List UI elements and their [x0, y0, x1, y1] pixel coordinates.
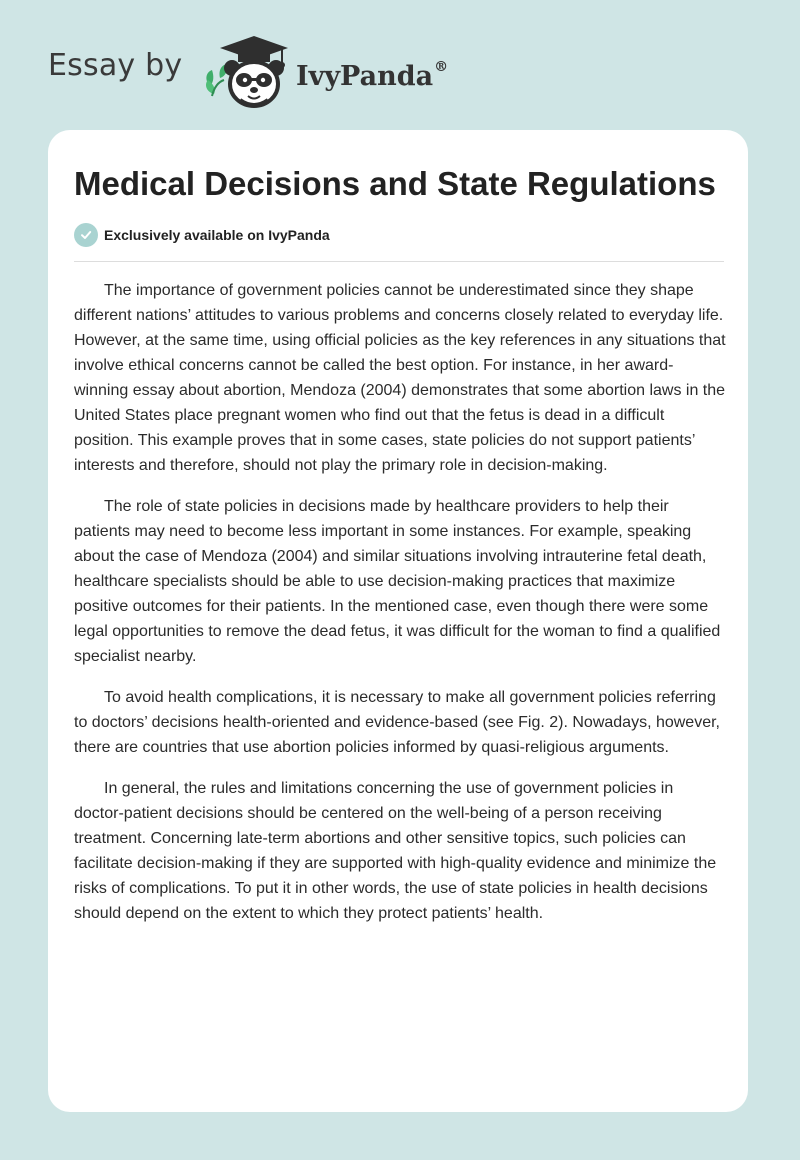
brand-name[interactable]	[296, 54, 448, 94]
paragraph-2: The role of state policies in decisions made by healthcare providers to help their patients may need to become less important in some instances. For example, speaking about the case of Mendoza (2004) and similar situations involving intrauterine fetal death, healthcare specialists should be able to use decision-making practices that maximize positive outcomes for their patients. In the mentioned case, even though there were some legal opportunities to remove the dead fetus, it was difficult for the woman to find a qualified specialist nearby.	[74, 498, 721, 665]
essay-by-label: Essay by	[48, 48, 183, 83]
panda-graduate-logo-icon[interactable]	[200, 34, 292, 110]
essay-card	[48, 130, 748, 1112]
paragraph-3: To avoid health complications, it is necessary to make all government policies referring to doctors’ decisions health-oriented and evidence-based (see Fig. 2). Nowadays, however, there are countries that use abortion policies informed by quasi-religious arguments.	[74, 689, 720, 756]
essay-body	[74, 278, 726, 942]
check-circle-icon	[74, 223, 98, 247]
paragraph-1: The importance of government policies cannot be underestimated since they shape different nations’ attitudes to various problems and concerns closely related to everyday life. However, at the same time, using official policies as the key references in any situations that involve ethical concerns cannot be called the best option. For instance, in her award-winning essay about abortion, Mendoza (2004) demonstrates that some abortion laws in the United States place pregnant women who find out that the fetus is dead in a difficult position. This example proves that in some cases, state policies do not support patients’ interests and therefore, should not play the primary role in decision-making.	[74, 282, 726, 474]
brand-name-text: IvyPanda	[296, 61, 434, 92]
paragraph-4: In general, the rules and limitations concerning the use of government policies in doctor-patient decisions should be centered on the well-being of a person receiving treatment. Concerning late-term abortions and other sensitive topics, such policies can facilitate decision-making if they are supported with high-quality evidence and minimize the risks of complications. To put it in other words, the use of state policies in health decisions should depend on the extent to which they protect patients’ health.	[74, 780, 717, 922]
registered-mark: ®	[434, 59, 449, 75]
page-title: Medical Decisions and State Regulations	[74, 165, 716, 202]
site-header	[0, 0, 800, 130]
exclusive-badge-text: Exclusively available on IvyPanda	[104, 227, 330, 243]
title-divider	[74, 261, 724, 262]
exclusive-badge	[74, 222, 330, 248]
